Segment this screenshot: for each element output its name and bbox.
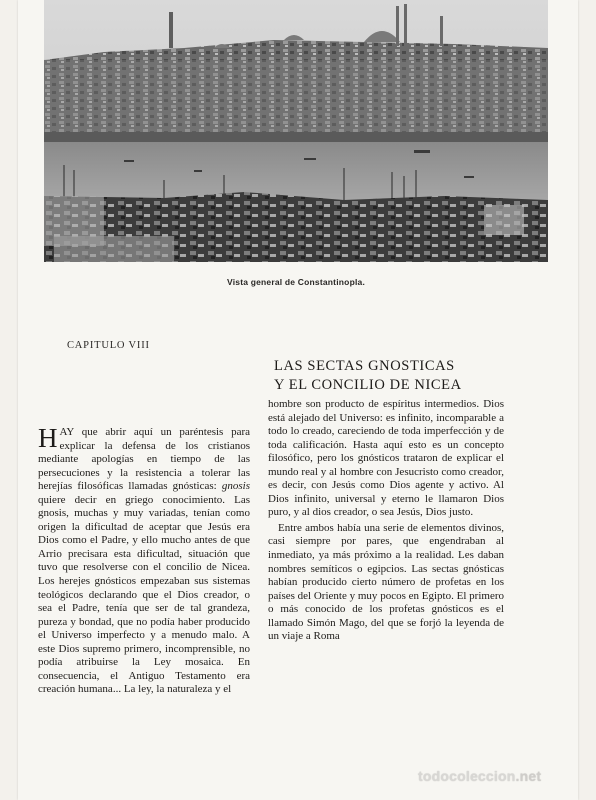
paragraph: Entre ambos había una serie de elementos divinos, casi siempre por pares, que engendraban al inmediato, ya más próximo a la realidad. Les daban nombres semíticos o egipcios. Las sectas gnósticas habían producido cierto número de profetas en los países del Oriente y muy pocos en Egipto. El primero o más conocido de los profetas gnósticos es el llamado Simón Mago, del que se forjó la leyenda de un viaje a Roma [268,521,504,643]
watermark-text: todocoleccion [418,768,516,784]
body-column-left [38,423,250,697]
gnosis-term: gnosis [221,480,250,493]
chapter-title-line-1: LAS SECTAS GNOSTICAS [274,358,455,374]
chapter-title [274,357,524,395]
paragraph [38,423,250,697]
constantinople-photo [44,0,548,262]
city-panorama-image [44,0,548,262]
paragraph: hombre son producto de espíritus intermedios. Dios está alejado del Universo: es infinito, incomparable a todo lo creado, careciendo de toda imperfección y de toda calificación. Hasta aquí esto es un concepto filosófico, pero los gnósticos trataron de explicar el mundo real y al hombre con Jesucristo como creador, es decir, con Jesús como Dios agente y activo. Al Dios infinito, universal y eterno le llamaron Dios puro, y al dios creador, o sea Jesús, Dios justo. [268,398,504,519]
paragraph-text: AY que abrir aquí un paréntesis para explicar la defensa de los cristianos mediante apologías en tiempo de las persecuciones y la resistencia a tolerar las herejías filosóficas llamadas gnósticas: [38,426,250,493]
drop-cap: H [38,423,58,453]
watermark [418,768,541,784]
body-column-right [268,398,504,644]
chapter-label: CAPITULO VIII [67,340,150,351]
paragraph-text: quiere decir en griego conocimiento. Las gnosis, muchas y muy variadas, tenían como origen la dificultad de aceptar que Jesús era Dios como el Padre, y ello mucho antes de que Arrio precisara esta dificultad, situación que tuvo que resolverse con el concilio de Nicea. Los herejes gnósticos empezaban sus sistemas teológicos declarando que el Dios creador, o sea el Padre, tenía que ser de tal grandeza, pureza y bondad, que no podía haber producido el Universo imperfecto y a menudo malo. A este Dios supremo primero, incomprensible, no podía atribuirse la Ley mosaica. En consecuencia, el Antiguo Testamento era creación humana... La ley, la naturaleza y el [38,493,250,696]
watermark-suffix: .net [515,768,542,784]
photo-caption: Vista general de Constantinopla. [226,277,366,287]
chapter-title-line-2: Y EL CONCILIO DE NICEA [274,377,462,393]
